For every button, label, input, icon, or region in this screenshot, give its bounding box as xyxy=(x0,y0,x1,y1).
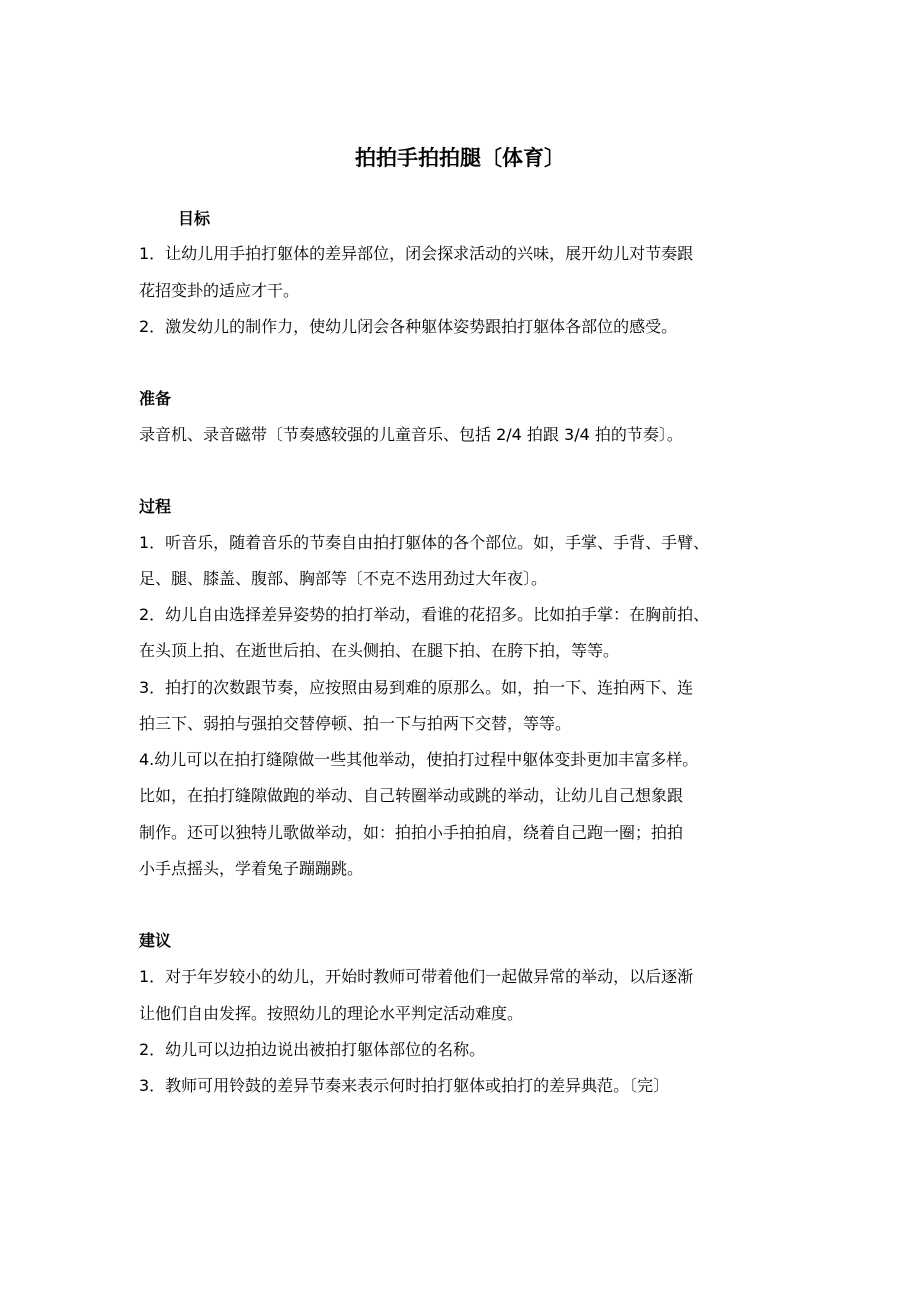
process-line-7: 4.幼儿可以在拍打缝隙做一些其他举动，使拍打过程中躯体变卦更加丰富多样。 xyxy=(139,750,699,769)
process-line-1: 1．听音乐，随着音乐的节奏自由拍打躯体的各个部位。如，手掌、手背、手臂、 xyxy=(139,533,710,552)
section-heading-process: 过程 xyxy=(139,497,172,516)
process-line-2: 足、腿、膝盖、腹部、胸部等〔不克不迭用劲过大年夜〕。 xyxy=(139,569,548,588)
process-line-3: 2．幼儿自由选择差异姿势的拍打举动，看谁的花招多。比如拍手掌：在胸前拍、 xyxy=(139,605,710,624)
process-line-8: 比如，在拍打缝隙做跑的举动、自己转圈举动或跳的举动，让幼儿自己想象跟 xyxy=(139,786,684,805)
section-heading-goals: 目标 xyxy=(178,209,211,228)
process-line-9: 制作。还可以独特儿歌做举动，如：拍拍小手拍拍肩，绕着自己跑一圈；拍拍 xyxy=(139,823,684,842)
page-title: 拍拍手拍拍腿〔体育〕 xyxy=(355,146,565,170)
suggestions-line-3: 2．幼儿可以边拍边说出被拍打躯体部位的名称。 xyxy=(139,1040,486,1059)
suggestions-line-2: 让他们自由发挥。按照幼儿的理论水平判定活动难度。 xyxy=(139,1004,524,1023)
process-line-4: 在头顶上拍、在逝世后拍、在头侧拍、在腿下拍、在胯下拍，等等。 xyxy=(139,641,620,660)
process-line-10: 小手点摇头，学着兔子蹦蹦跳。 xyxy=(139,859,364,878)
section-heading-suggestions: 建议 xyxy=(139,931,172,950)
preparation-line-1: 录音机、录音磁带〔节奏感较强的儿童音乐、包括 2/4 拍跟 3/4 拍的节奏〕。 xyxy=(139,425,683,444)
process-line-5: 3．拍打的次数跟节奏，应按照由易到难的原那么。如，拍一下、连拍两下、连 xyxy=(139,678,694,697)
suggestions-line-1: 1．对于年岁较小的幼儿，开始时教师可带着他们一起做异常的举动，以后逐渐 xyxy=(139,967,694,986)
goals-line-1: 1．让幼儿用手拍打躯体的差异部位，闭会探求活动的兴味，展开幼儿对节奏跟 xyxy=(139,244,694,263)
goals-line-2: 花招变卦的适应才干。 xyxy=(139,281,300,300)
section-heading-preparation: 准备 xyxy=(139,389,172,408)
goals-line-3: 2．激发幼儿的制作力，使幼儿闭会各种躯体姿势跟拍打躯体各部位的感受。 xyxy=(139,317,678,336)
process-line-6: 拍三下、弱拍与强拍交替停顿、拍一下与拍两下交替，等等。 xyxy=(139,714,572,733)
suggestions-line-4: 3．教师可用铃鼓的差异节奏来表示何时拍打躯体或拍打的差异典范。〔完〕 xyxy=(139,1076,670,1095)
